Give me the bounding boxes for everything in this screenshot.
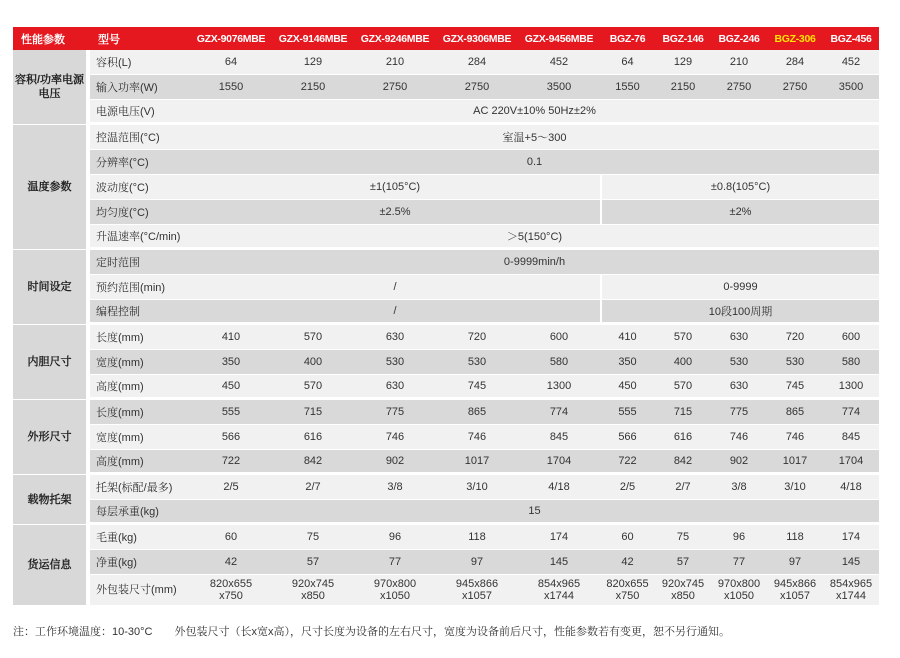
model-header: GZX-9076MBE bbox=[190, 27, 272, 50]
cell: 630 bbox=[711, 375, 767, 400]
model-header: BGZ-76 bbox=[600, 27, 655, 50]
cell: 566 bbox=[190, 425, 272, 450]
cell: 210 bbox=[711, 50, 767, 75]
cell: 145 bbox=[518, 550, 600, 575]
cell: 530 bbox=[711, 350, 767, 375]
cell-package bbox=[711, 575, 767, 606]
row-label: 分辨率(°C) bbox=[90, 150, 190, 175]
row-outer-width bbox=[13, 425, 879, 450]
cell: 555 bbox=[600, 400, 655, 425]
row-program bbox=[13, 300, 879, 325]
cell: 715 bbox=[655, 400, 711, 425]
model-header: GZX-9456MBE bbox=[518, 27, 600, 50]
package-dims: 920x745 bbox=[291, 578, 335, 590]
cell: 2150 bbox=[272, 75, 354, 100]
model-header: BGZ-246 bbox=[711, 27, 767, 50]
group-label-outer: 外形尺寸 bbox=[13, 400, 86, 475]
cell-bgz: ±2% bbox=[600, 200, 879, 225]
cell: 4/18 bbox=[518, 475, 600, 500]
cell: 210 bbox=[354, 50, 436, 75]
model-header: BGZ-146 bbox=[655, 27, 711, 50]
cell: 530 bbox=[767, 350, 823, 375]
cell: 580 bbox=[518, 350, 600, 375]
model-header-highlighted: BGZ-306 bbox=[767, 27, 823, 50]
row-package-size bbox=[13, 575, 879, 606]
package-height: x1744 bbox=[836, 590, 866, 602]
cell-package bbox=[655, 575, 711, 606]
cell: 400 bbox=[655, 350, 711, 375]
row-load bbox=[13, 500, 879, 525]
row-uniformity bbox=[13, 200, 879, 225]
row-inner-length bbox=[13, 325, 879, 350]
package-dims: 945x866 bbox=[773, 578, 817, 590]
cell-package bbox=[190, 575, 272, 606]
cell: 2/5 bbox=[600, 475, 655, 500]
cell: 722 bbox=[190, 450, 272, 475]
cell: 2/7 bbox=[655, 475, 711, 500]
footnote: 注：工作环境温度：10-30°C 外包装尺寸（长x宽x高），尺寸长度为设备的左右尺寸，宽度为设备前后尺寸，性能参数若有变更，恕不另行通知。 bbox=[13, 626, 730, 638]
row-fluctuation bbox=[13, 175, 879, 200]
package-height: x850 bbox=[671, 590, 695, 602]
cell: 745 bbox=[436, 375, 518, 400]
row-outer-height bbox=[13, 450, 879, 475]
package-dims: 854x965 bbox=[537, 578, 581, 590]
cell: 1017 bbox=[436, 450, 518, 475]
cell: 3/8 bbox=[354, 475, 436, 500]
cell: 64 bbox=[600, 50, 655, 75]
cell: 174 bbox=[823, 525, 879, 550]
cell-gzx: ±2.5% bbox=[190, 200, 600, 225]
cell: 2150 bbox=[655, 75, 711, 100]
cell: 842 bbox=[655, 450, 711, 475]
cell: 129 bbox=[655, 50, 711, 75]
cell: 118 bbox=[767, 525, 823, 550]
group-label-power: 容积/功率电源电压 bbox=[13, 50, 86, 125]
cell: 746 bbox=[767, 425, 823, 450]
cell-merged: AC 220V±10% 50Hz±2% bbox=[190, 100, 879, 125]
row-label: 宽度(mm) bbox=[90, 425, 190, 450]
row-label: 升温速率(°C/min) bbox=[90, 225, 190, 250]
cell: 452 bbox=[823, 50, 879, 75]
cell-package bbox=[600, 575, 655, 606]
cell: 630 bbox=[711, 325, 767, 350]
row-label: 净重(kg) bbox=[90, 550, 190, 575]
cell: 720 bbox=[767, 325, 823, 350]
spec-table bbox=[13, 27, 879, 606]
cell: 570 bbox=[655, 325, 711, 350]
row-label: 控温范围(°C) bbox=[90, 125, 190, 150]
cell: 57 bbox=[272, 550, 354, 575]
cell: 284 bbox=[436, 50, 518, 75]
cell: 174 bbox=[518, 525, 600, 550]
group-label-ship: 货运信息 bbox=[13, 525, 86, 606]
cell-package bbox=[823, 575, 879, 606]
row-power bbox=[13, 75, 879, 100]
cell: 57 bbox=[655, 550, 711, 575]
cell: 75 bbox=[272, 525, 354, 550]
cell: 350 bbox=[600, 350, 655, 375]
cell: 410 bbox=[190, 325, 272, 350]
cell: 118 bbox=[436, 525, 518, 550]
row-temp-range bbox=[13, 125, 879, 150]
cell: 566 bbox=[600, 425, 655, 450]
cell: 97 bbox=[767, 550, 823, 575]
cell: 2750 bbox=[711, 75, 767, 100]
row-heating-rate bbox=[13, 225, 879, 250]
cell: 2750 bbox=[767, 75, 823, 100]
cell: 1300 bbox=[823, 375, 879, 400]
package-height: x1744 bbox=[544, 590, 574, 602]
row-label: 电源电压(V) bbox=[90, 100, 190, 125]
package-height: x1050 bbox=[724, 590, 754, 602]
row-shelves bbox=[13, 475, 879, 500]
cell-package bbox=[767, 575, 823, 606]
cell: 570 bbox=[655, 375, 711, 400]
row-label: 定时范围 bbox=[90, 250, 190, 275]
row-label: 每层承重(kg) bbox=[90, 500, 190, 525]
cell: 845 bbox=[823, 425, 879, 450]
cell-package bbox=[272, 575, 354, 606]
cell: 1704 bbox=[518, 450, 600, 475]
cell-package bbox=[436, 575, 518, 606]
row-label: 编程控制 bbox=[90, 300, 190, 325]
cell-merged: 0-9999min/h bbox=[190, 250, 879, 275]
cell: 842 bbox=[272, 450, 354, 475]
group-label-inner: 内胆尺寸 bbox=[13, 325, 86, 400]
package-dims: 854x965 bbox=[829, 578, 873, 590]
cell: 616 bbox=[655, 425, 711, 450]
group-label-time: 时间设定 bbox=[13, 250, 86, 325]
row-label: 容积(L) bbox=[90, 50, 190, 75]
cell: 746 bbox=[354, 425, 436, 450]
cell: 630 bbox=[354, 375, 436, 400]
cell: 60 bbox=[190, 525, 272, 550]
cell: 450 bbox=[600, 375, 655, 400]
model-column-header: 型号 bbox=[90, 27, 190, 50]
cell: 580 bbox=[823, 350, 879, 375]
row-volume bbox=[13, 50, 879, 75]
cell: 3/10 bbox=[767, 475, 823, 500]
cell: 2750 bbox=[354, 75, 436, 100]
package-dims: 945x866 bbox=[455, 578, 499, 590]
cell: 145 bbox=[823, 550, 879, 575]
cell: 452 bbox=[518, 50, 600, 75]
row-label: 托架(标配/最多) bbox=[90, 475, 190, 500]
cell: 400 bbox=[272, 350, 354, 375]
cell: 530 bbox=[436, 350, 518, 375]
cell: 616 bbox=[272, 425, 354, 450]
row-outer-length bbox=[13, 400, 879, 425]
cell: 2750 bbox=[436, 75, 518, 100]
cell: 775 bbox=[354, 400, 436, 425]
cell: 3/8 bbox=[711, 475, 767, 500]
model-header: GZX-9246MBE bbox=[354, 27, 436, 50]
cell: 96 bbox=[711, 525, 767, 550]
cell: 2/7 bbox=[272, 475, 354, 500]
group-column-header: 性能参数 bbox=[13, 27, 86, 50]
row-net-weight bbox=[13, 550, 879, 575]
cell: 555 bbox=[190, 400, 272, 425]
row-label: 波动度(°C) bbox=[90, 175, 190, 200]
package-dims: 920x745 bbox=[661, 578, 705, 590]
cell: 715 bbox=[272, 400, 354, 425]
cell-package bbox=[518, 575, 600, 606]
cell: 77 bbox=[354, 550, 436, 575]
cell: 1550 bbox=[190, 75, 272, 100]
cell: 720 bbox=[436, 325, 518, 350]
row-label: 长度(mm) bbox=[90, 325, 190, 350]
cell: 42 bbox=[600, 550, 655, 575]
cell: 745 bbox=[767, 375, 823, 400]
cell: 75 bbox=[655, 525, 711, 550]
cell: 1704 bbox=[823, 450, 879, 475]
group-label-temp: 温度参数 bbox=[13, 125, 86, 250]
cell: 722 bbox=[600, 450, 655, 475]
cell: 42 bbox=[190, 550, 272, 575]
cell: 2/5 bbox=[190, 475, 272, 500]
cell: 530 bbox=[354, 350, 436, 375]
row-inner-width bbox=[13, 350, 879, 375]
cell-merged: 室温+5～300 bbox=[190, 125, 879, 150]
row-label: 高度(mm) bbox=[90, 450, 190, 475]
row-label: 毛重(kg) bbox=[90, 525, 190, 550]
cell: 630 bbox=[354, 325, 436, 350]
cell: 97 bbox=[436, 550, 518, 575]
cell-bgz: 0-9999 bbox=[600, 275, 879, 300]
row-label: 预约范围(min) bbox=[90, 275, 190, 300]
cell: 3500 bbox=[823, 75, 879, 100]
cell: 450 bbox=[190, 375, 272, 400]
cell: 350 bbox=[190, 350, 272, 375]
cell: 64 bbox=[190, 50, 272, 75]
cell: 746 bbox=[711, 425, 767, 450]
cell: 865 bbox=[436, 400, 518, 425]
cell: 410 bbox=[600, 325, 655, 350]
model-header: BGZ-456 bbox=[823, 27, 879, 50]
cell: 902 bbox=[711, 450, 767, 475]
cell: 845 bbox=[518, 425, 600, 450]
cell: 902 bbox=[354, 450, 436, 475]
row-inner-height bbox=[13, 375, 879, 400]
cell: 746 bbox=[436, 425, 518, 450]
cell: 77 bbox=[711, 550, 767, 575]
package-height: x1057 bbox=[462, 590, 492, 602]
row-label: 外包装尺寸(mm) bbox=[90, 575, 190, 606]
cell: 60 bbox=[600, 525, 655, 550]
model-header: GZX-9306MBE bbox=[436, 27, 518, 50]
cell: 600 bbox=[518, 325, 600, 350]
cell-merged: ＞5(150°C) bbox=[190, 225, 879, 250]
cell-gzx: / bbox=[190, 300, 600, 325]
model-header: GZX-9146MBE bbox=[272, 27, 354, 50]
cell: 600 bbox=[823, 325, 879, 350]
cell-gzx: / bbox=[190, 275, 600, 300]
cell: 775 bbox=[711, 400, 767, 425]
package-height: x750 bbox=[615, 590, 640, 602]
spec-table-container bbox=[13, 27, 879, 606]
cell: 865 bbox=[767, 400, 823, 425]
group-label-shelf: 载物托架 bbox=[13, 475, 86, 525]
cell: 4/18 bbox=[823, 475, 879, 500]
row-voltage bbox=[13, 100, 879, 125]
package-dims: 820x655 bbox=[209, 578, 253, 590]
package-height: x1050 bbox=[380, 590, 410, 602]
cell: 1017 bbox=[767, 450, 823, 475]
cell-bgz: 10段100周期 bbox=[600, 300, 879, 325]
cell: 3500 bbox=[518, 75, 600, 100]
row-label: 宽度(mm) bbox=[90, 350, 190, 375]
row-timer bbox=[13, 250, 879, 275]
package-dims: 970x800 bbox=[717, 578, 761, 590]
cell: 570 bbox=[272, 325, 354, 350]
cell-gzx: ±1(105°C) bbox=[190, 175, 600, 200]
cell: 570 bbox=[272, 375, 354, 400]
package-dims: 820x655 bbox=[606, 578, 649, 590]
package-height: x1057 bbox=[780, 590, 810, 602]
cell: 1550 bbox=[600, 75, 655, 100]
cell-bgz: ±0.8(105°C) bbox=[600, 175, 879, 200]
row-preset bbox=[13, 275, 879, 300]
cell: 3/10 bbox=[436, 475, 518, 500]
row-label: 长度(mm) bbox=[90, 400, 190, 425]
cell: 774 bbox=[823, 400, 879, 425]
package-dims: 970x800 bbox=[373, 578, 417, 590]
cell: 129 bbox=[272, 50, 354, 75]
cell-merged: 0.1 bbox=[190, 150, 879, 175]
row-gross-weight bbox=[13, 525, 879, 550]
row-label: 均匀度(°C) bbox=[90, 200, 190, 225]
row-label: 输入功率(W) bbox=[90, 75, 190, 100]
cell: 774 bbox=[518, 400, 600, 425]
cell-merged: 15 bbox=[190, 500, 879, 525]
cell: 96 bbox=[354, 525, 436, 550]
row-resolution bbox=[13, 150, 879, 175]
package-height: x750 bbox=[219, 590, 243, 602]
cell: 284 bbox=[767, 50, 823, 75]
row-label: 高度(mm) bbox=[90, 375, 190, 400]
cell-package bbox=[354, 575, 436, 606]
package-height: x850 bbox=[301, 590, 325, 602]
cell: 1300 bbox=[518, 375, 600, 400]
header-row bbox=[13, 27, 879, 50]
